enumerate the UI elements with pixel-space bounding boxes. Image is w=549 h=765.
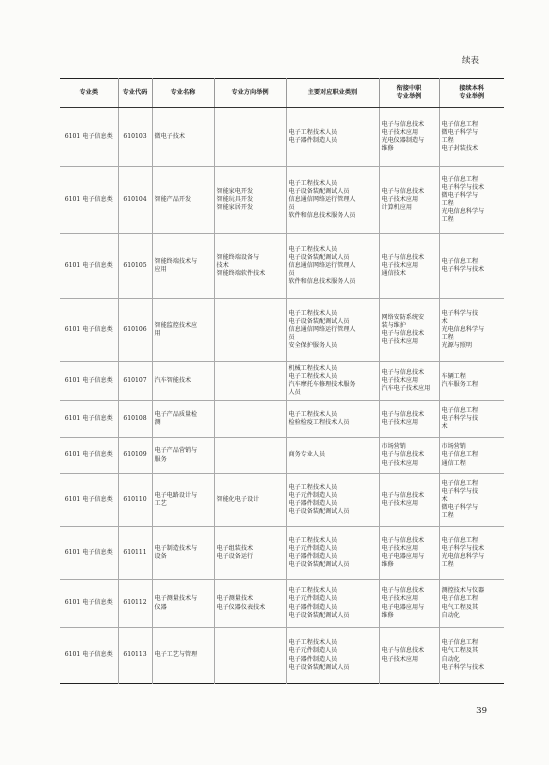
header-occupations: 主要对应职业类别 [286, 79, 379, 108]
header-secondary: 衔接中职 专业举例 [379, 79, 439, 108]
cell-undergraduate [439, 580, 504, 628]
cell-line: 光源与照明 [441, 342, 472, 350]
cell-line: 电子信息工程 [441, 639, 479, 647]
cell-line: 员 [288, 204, 295, 212]
cell-name [152, 474, 214, 527]
cell-occupations [286, 401, 379, 438]
cell-line: 电子与信息技术 [381, 491, 425, 499]
cell-line: 电子信息工程 [441, 451, 479, 459]
cell-category: 6101 电子信息类 [60, 474, 118, 527]
cell-line: 电子与信息技术 [381, 451, 425, 459]
cell-line: 汽车服务工程 [441, 381, 479, 388]
cell-line: 仪器 [154, 603, 167, 611]
cell-undergraduate [439, 474, 504, 527]
cell-line: 电子信息工程 [441, 536, 479, 544]
cell-secondary [379, 401, 439, 438]
cell-line: 电子电路设计与 [154, 491, 198, 499]
cell-line: 微电子科学与 [441, 128, 479, 136]
cell-line: 信息通信网络运行管理人 [288, 261, 356, 269]
cell-line: 测控技术与仪器 [441, 587, 485, 595]
cell-line: 电子与信息技术 [381, 647, 425, 655]
cell-direction [214, 108, 286, 167]
cell-name [152, 401, 214, 438]
cell-occupations [286, 474, 379, 527]
cell-code: 610109 [118, 438, 152, 474]
cell-code: 610104 [118, 167, 152, 234]
cell-line: 汽车智能技术 [154, 376, 192, 384]
cell-line: 电子产品营销与 [154, 447, 198, 455]
cell-line: 智能产品开发 [154, 195, 192, 203]
cell-line: 用 [154, 330, 161, 337]
cell-undergraduate [439, 299, 504, 362]
cell-line: 技术 [216, 261, 229, 269]
cell-line: 员 [288, 334, 295, 342]
cell-line: 电子制造技术与 [154, 544, 198, 552]
cell-line: 电子技术应用 [381, 459, 419, 467]
cell-line: 电子技术应用 [381, 500, 419, 507]
continued-label: 续表 [461, 56, 479, 66]
cell-line: 电子器件制造人员 [288, 500, 338, 507]
cell-line: 电子科学与技术 [441, 663, 485, 671]
cell-line: 电子测量技术与 [154, 595, 198, 603]
cell-secondary [379, 438, 439, 474]
table-row [60, 474, 504, 527]
cell-secondary [379, 234, 439, 299]
cell-line: 电子信息工程 [441, 257, 479, 265]
table-row [60, 299, 504, 362]
header-code: 专业代码 [118, 79, 152, 108]
cell-line: 车辆工程 [441, 372, 466, 380]
cell-direction [214, 628, 286, 684]
cell-undergraduate [439, 362, 504, 401]
cell-line: 汽车摩托车修理技术服务 [288, 381, 356, 388]
cell-category: 6101 电子信息类 [60, 628, 118, 684]
cell-category: 6101 电子信息类 [60, 401, 118, 438]
cell-name [152, 362, 214, 401]
cell-code: 610107 [118, 362, 152, 401]
cell-line: 市场营销 [441, 443, 466, 451]
table-header-row [60, 79, 504, 108]
cell-line: 安全保护服务人员 [288, 342, 338, 350]
cell-category: 6101 电子信息类 [60, 362, 118, 401]
cell-line: 电子设备装配调试人员 [288, 663, 350, 671]
cell-line: 工程 [441, 334, 454, 342]
cell-line: 电子技术应用 [381, 195, 419, 203]
cell-line: 电子与信息技术 [381, 253, 425, 261]
cell-category: 6101 电子信息类 [60, 438, 118, 474]
cell-code: 610111 [118, 527, 152, 580]
cell-undergraduate [439, 401, 504, 438]
cell-line: 设备 [154, 553, 167, 560]
cell-secondary [379, 527, 439, 580]
cell-line: 电子元件制造人员 [288, 595, 338, 603]
cell-line: 工程 [441, 137, 454, 144]
cell-secondary [379, 108, 439, 167]
cell-secondary [379, 299, 439, 362]
cell-line: 人员 [288, 389, 301, 397]
cell-direction [214, 580, 286, 628]
cell-line: 电子工程技术人员 [288, 372, 338, 380]
cell-line: 电子科学与技术 [441, 183, 485, 191]
cell-direction [214, 438, 286, 474]
cell-line: 微电子科学与 [441, 504, 479, 512]
cell-line: 电子设备装配调试人员 [288, 253, 350, 261]
cell-name [152, 299, 214, 362]
cell-line: 光电信息科学与 [441, 208, 485, 216]
cell-line: 检验检疫工程技术人员 [288, 419, 350, 426]
cell-line: 智能终端软件技术 [216, 270, 266, 278]
cell-occupations [286, 108, 379, 167]
cell-category: 6101 电子信息类 [60, 527, 118, 580]
cell-line: 软件和信息技术服务人员 [288, 278, 356, 286]
cell-line: 电子技术应用 [381, 595, 419, 603]
cell-direction [214, 474, 286, 527]
cell-category: 6101 电子信息类 [60, 108, 118, 167]
cell-direction [214, 234, 286, 299]
cell-line: 电子信息工程 [441, 406, 479, 414]
table-row [60, 628, 504, 684]
table-row [60, 234, 504, 299]
cell-line: 电子元件制造人员 [288, 647, 338, 655]
cell-name [152, 527, 214, 580]
cell-code: 610110 [118, 474, 152, 527]
cell-occupations [286, 234, 379, 299]
cell-line: 工艺 [154, 500, 167, 507]
cell-line: 装与维护 [381, 321, 406, 329]
cell-line: 电子科学与技 [441, 414, 479, 422]
cell-line: 电子信息工程 [441, 120, 479, 128]
cell-code: 610106 [118, 299, 152, 362]
header-undergraduate: 接续本科 专业举例 [439, 79, 504, 108]
cell-line: 光电信息科学与 [441, 553, 485, 560]
cell-undergraduate [439, 628, 504, 684]
cell-direction [214, 362, 286, 401]
cell-line: 电子仪器仪表技术 [216, 603, 266, 611]
cell-name [152, 234, 214, 299]
cell-line: 信息通信网络运行管理人 [288, 195, 356, 203]
cell-line: 电子设备装配调试人员 [288, 317, 350, 325]
cell-occupations [286, 167, 379, 234]
cell-line: 电子工程技术人员 [288, 309, 338, 317]
cell-line: 电子科学与技术 [441, 544, 485, 552]
cell-code: 610103 [118, 108, 152, 167]
cell-line: 自动化 [441, 655, 460, 663]
cell-line: 智能家居开发 [216, 204, 254, 212]
cell-line: 智能化电子设计 [216, 495, 260, 503]
cell-line: 电子与信息技术 [381, 587, 425, 595]
cell-line: 电子与信息技术 [381, 330, 425, 337]
cell-line: 智能监控技术应 [154, 321, 198, 329]
cell-line: 电子设备装配调试人员 [288, 187, 350, 195]
cell-line: 电子与信息技术 [381, 187, 425, 195]
cell-line: 电子工程技术人员 [288, 410, 338, 418]
cell-line: 工程 [441, 512, 454, 520]
header-name: 专业名称 [152, 79, 214, 108]
cell-name [152, 438, 214, 474]
cell-category: 6101 电子信息类 [60, 580, 118, 628]
cell-undergraduate [439, 234, 504, 299]
table-row [60, 438, 504, 474]
cell-line: 电子器件制造人员 [288, 603, 338, 611]
header-category: 专业类 [60, 79, 118, 108]
cell-line: 光电仪器制造与 [381, 137, 425, 144]
cell-line: 电子技术应用 [381, 261, 419, 269]
cell-line: 电子封装技术 [441, 145, 479, 153]
cell-secondary [379, 580, 439, 628]
cell-occupations [286, 527, 379, 580]
cell-line: 微电子科学与 [441, 191, 479, 199]
page-number: 39 [476, 706, 487, 716]
cell-line: 智能终端设备与 [216, 253, 260, 261]
cell-line: 软件和信息技术服务人员 [288, 212, 356, 220]
cell-line: 市场营销 [381, 443, 406, 451]
cell-line: 通信工程 [441, 459, 466, 467]
cell-line: 电子工程技术人员 [288, 245, 338, 253]
cell-line: 电子科学与技 [441, 487, 479, 495]
cell-category: 6101 电子信息类 [60, 234, 118, 299]
cell-line: 计算机应用 [381, 204, 412, 212]
cell-line: 电子工程技术人员 [288, 639, 338, 647]
cell-line: 电气工程及其 [441, 647, 479, 655]
cell-name [152, 108, 214, 167]
cell-line: 电子信息工程 [441, 595, 479, 603]
cell-line: 工程 [441, 200, 454, 207]
cell-line: 电子工程技术人员 [288, 587, 338, 595]
cell-line: 机械工程技术人员 [288, 364, 338, 372]
cell-line: 电子测量技术 [216, 595, 254, 603]
cell-direction [214, 167, 286, 234]
cell-line: 电子技术应用 [381, 376, 419, 384]
cell-line: 电子工艺与管理 [154, 651, 198, 659]
cell-line: 术 [441, 423, 448, 431]
cell-line: 电子电器应用与 [381, 553, 425, 560]
cell-undergraduate [439, 527, 504, 580]
cell-line: 服务 [154, 455, 167, 463]
cell-line: 术 [441, 317, 448, 325]
cell-occupations [286, 299, 379, 362]
cell-line: 智能玩具开发 [216, 195, 254, 203]
table-row [60, 401, 504, 438]
cell-line: 电子与信息技术 [381, 536, 425, 544]
cell-line: 电子元件制造人员 [288, 491, 338, 499]
cell-line: 电子与信息技术 [381, 368, 425, 376]
cell-secondary [379, 167, 439, 234]
cell-line: 信息通信网络运行管理人 [288, 325, 356, 333]
header-direction: 专业方向举例 [214, 79, 286, 108]
table-row [60, 362, 504, 401]
table-row [60, 108, 504, 167]
cell-line: 电子科学与技术 [441, 266, 485, 273]
cell-line: 网络安防系统安 [381, 313, 425, 321]
cell-name [152, 580, 214, 628]
cell-line: 应用 [154, 266, 167, 273]
cell-line: 电子技术应用 [381, 419, 419, 426]
cell-line: 工程 [441, 216, 454, 224]
cell-line: 维修 [381, 611, 394, 619]
cell-line: 电子工程技术人员 [288, 536, 338, 544]
cell-line: 智能终端技术与 [154, 257, 198, 265]
cell-line: 电子设备装配调试人员 [288, 508, 350, 516]
cell-line: 维修 [381, 561, 394, 569]
cell-line: 电子组装技术 [216, 544, 254, 552]
cell-occupations [286, 580, 379, 628]
cell-occupations [286, 628, 379, 684]
cell-line: 智能家电开发 [216, 187, 254, 195]
cell-line: 工程 [441, 561, 454, 569]
cell-secondary [379, 362, 439, 401]
cell-code: 610108 [118, 401, 152, 438]
cell-name [152, 628, 214, 684]
cell-line: 电子技术应用 [381, 128, 419, 136]
cell-line: 电子器件制造人员 [288, 137, 338, 144]
cell-line: 电子与信息技术 [381, 410, 425, 418]
cell-name [152, 167, 214, 234]
cell-line: 电子设备装配调试人员 [288, 611, 350, 619]
cell-line: 汽车电子技术应用 [381, 385, 431, 393]
cell-line: 电子信息工程 [441, 479, 479, 487]
cell-undergraduate [439, 167, 504, 234]
cell-line: 电子电器应用与 [381, 603, 425, 611]
cell-line: 商务专业人员 [288, 451, 326, 459]
cell-line: 电子产品质量检 [154, 410, 198, 418]
cell-code: 610113 [118, 628, 152, 684]
cell-line: 电子信息工程 [441, 175, 479, 183]
cell-line: 术 [441, 495, 448, 503]
cell-line: 电子器件制造人员 [288, 655, 338, 663]
cell-occupations [286, 362, 379, 401]
cell-occupations [286, 438, 379, 474]
cell-line: 电子工程技术人员 [288, 128, 338, 136]
cell-line: 光电信息科学与 [441, 325, 485, 333]
cell-line: 电子科学与技 [441, 309, 479, 317]
cell-line: 电子技术应用 [381, 338, 419, 346]
cell-direction [214, 527, 286, 580]
cell-secondary [379, 628, 439, 684]
cell-line: 测 [154, 419, 161, 426]
cell-code: 610105 [118, 234, 152, 299]
cell-direction [214, 299, 286, 362]
cell-line: 电子设备运行 [216, 553, 254, 560]
cell-line: 电子与信息技术 [381, 120, 425, 128]
cell-line: 电子工程技术人员 [288, 179, 338, 187]
cell-direction [214, 401, 286, 438]
cell-line: 微电子技术 [154, 132, 185, 140]
cell-line: 电子元件制造人员 [288, 544, 338, 552]
cell-line: 自动化 [441, 611, 460, 619]
table-row [60, 167, 504, 234]
cell-category: 6101 电子信息类 [60, 299, 118, 362]
cell-undergraduate [439, 108, 504, 167]
cell-line: 员 [288, 270, 295, 278]
major-catalog-table [60, 78, 504, 684]
cell-line: 通信技术 [381, 270, 406, 278]
cell-undergraduate [439, 438, 504, 474]
cell-line: 电子设备装配调试人员 [288, 561, 350, 569]
cell-line: 电子技术应用 [381, 544, 419, 552]
cell-line: 电子工程技术人员 [288, 483, 338, 491]
cell-line: 电子器件制造人员 [288, 553, 338, 560]
cell-category: 6101 电子信息类 [60, 167, 118, 234]
cell-line: 电子技术应用 [381, 655, 419, 663]
cell-secondary [379, 474, 439, 527]
cell-code: 610112 [118, 580, 152, 628]
table-row [60, 527, 504, 580]
cell-line: 维修 [381, 145, 394, 153]
cell-line: 电气工程及其 [441, 603, 479, 611]
table-row [60, 580, 504, 628]
